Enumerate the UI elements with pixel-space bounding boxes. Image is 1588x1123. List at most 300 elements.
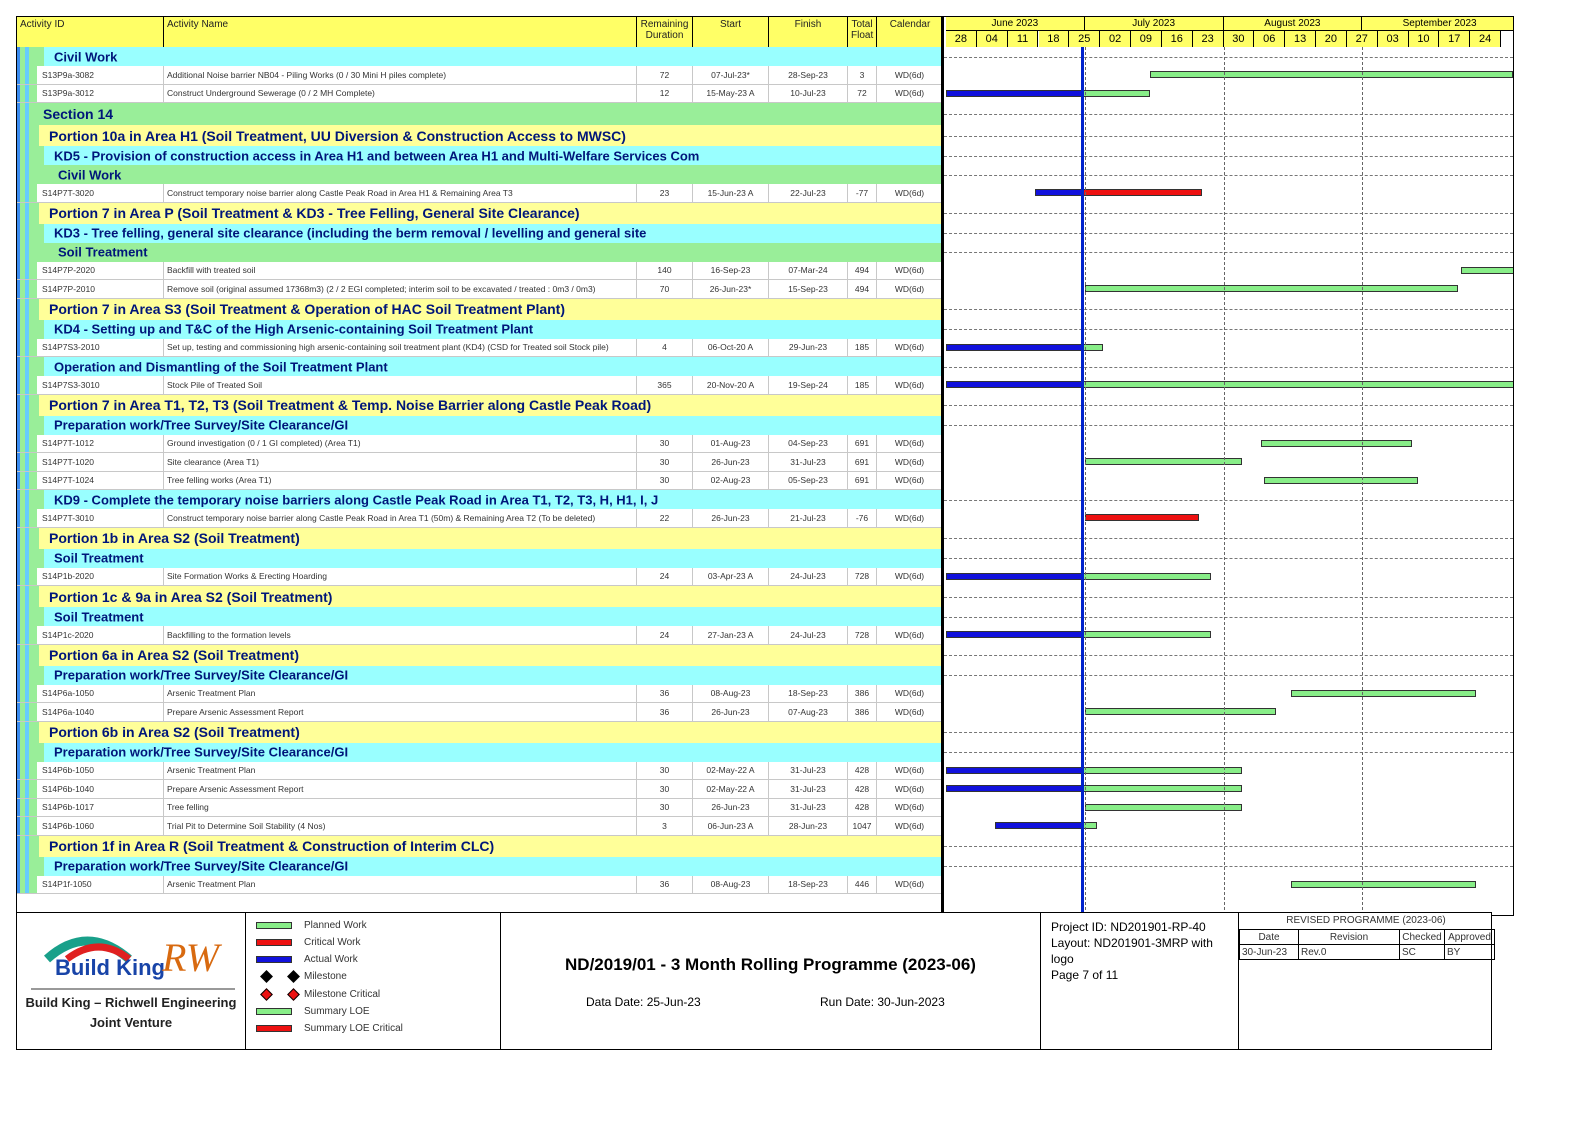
gantt-row-separator — [944, 213, 1513, 214]
wbs-indent-stripe — [17, 262, 37, 280]
finish-date-cell: 19-Sep-24 — [769, 376, 848, 394]
gantt-row-separator — [944, 752, 1513, 753]
wbs-indent-stripe — [17, 490, 44, 509]
wbs-indent-stripe — [17, 357, 44, 376]
wbs-indent-stripe — [17, 666, 44, 685]
logo-brand: Build King — [55, 955, 165, 980]
planned-work-bar[interactable] — [1082, 631, 1212, 638]
wbs-band-label: KD9 - Complete the temporary noise barriers along Castle Peak Road in Area T1, T2, T3, H, H1, I, J — [54, 492, 659, 507]
calendar-cell: WD(6d) — [877, 703, 942, 721]
wbs-band[interactable] — [17, 395, 941, 416]
actual-work-bar[interactable] — [946, 573, 1082, 580]
remaining-duration-cell: 12 — [637, 85, 693, 103]
activity-id-cell: S14P6a-1040 — [39, 703, 164, 721]
planned-work-bar[interactable] — [1291, 881, 1476, 888]
wbs-band[interactable] — [17, 416, 941, 435]
activity-id-cell: S14P7P-2010 — [39, 280, 164, 298]
month-gridline — [1224, 47, 1225, 915]
wbs-indent-stripe — [17, 66, 37, 84]
total-float-cell: 728 — [848, 568, 877, 586]
activity-id-cell: S14P7S3-3010 — [39, 376, 164, 394]
actual-work-bar[interactable] — [995, 822, 1081, 829]
wbs-indent-stripe — [17, 280, 37, 298]
activity-row[interactable] — [17, 376, 941, 395]
wbs-indent-stripe — [17, 125, 39, 146]
activity-name-cell: Remove soil (original assumed 17368m3) (2 / 2 EGI completed; interim soil to be excavated / treated : 0m3 / 0m3) — [164, 280, 637, 298]
wbs-band-label: Preparation work/Tree Survey/Site Clearance/GI — [54, 858, 349, 874]
logo-jv-line1: Build King – Richwell Engineering — [25, 995, 237, 1010]
total-float-cell: 185 — [848, 376, 877, 394]
finish-date-cell: 18-Sep-23 — [769, 876, 848, 894]
planned-work-bar[interactable] — [1261, 440, 1412, 447]
wbs-band-label: Portion 1b in Area S2 (Soil Treatment) — [49, 530, 300, 546]
total-float-cell: 691 — [848, 472, 877, 490]
wbs-band-label: Portion 1f in Area R (Soil Treatment & Construction of Interim CLC) — [49, 838, 495, 854]
finish-date-cell: 28-Sep-23 — [769, 66, 848, 84]
calendar-cell: WD(6d) — [877, 85, 942, 103]
activity-row[interactable] — [17, 85, 941, 104]
wbs-band[interactable] — [17, 857, 941, 876]
finish-date-cell: 05-Sep-23 — [769, 472, 848, 490]
wbs-band[interactable] — [17, 836, 941, 857]
activity-row[interactable] — [17, 568, 941, 587]
wbs-indent-stripe — [17, 743, 44, 762]
activity-row[interactable] — [17, 339, 941, 358]
wbs-indent-stripe — [17, 876, 37, 894]
start-date-cell: 15-May-23 A — [693, 85, 769, 103]
gantt-row-separator — [944, 675, 1513, 676]
calendar-cell: WD(6d) — [877, 435, 942, 453]
actual-work-bar[interactable] — [946, 381, 1082, 388]
timescale-week: 06 — [1254, 31, 1285, 47]
finish-date-cell: 15-Sep-23 — [769, 280, 848, 298]
actual-work-bar[interactable] — [946, 344, 1082, 351]
start-date-cell: 20-Nov-20 A — [693, 376, 769, 394]
wbs-band-label: Soil Treatment — [54, 609, 144, 624]
activity-table — [16, 16, 942, 916]
wbs-indent-stripe — [17, 857, 44, 876]
timescale-week: 13 — [1285, 31, 1316, 47]
start-date-cell: 08-Aug-23 — [693, 685, 769, 703]
start-date-cell: 15-Jun-23 A — [693, 184, 769, 202]
legend-item — [256, 969, 347, 985]
wbs-indent-stripe — [17, 472, 37, 490]
wbs-band[interactable] — [17, 320, 941, 339]
wbs-band[interactable] — [17, 47, 941, 66]
start-date-cell: 08-Aug-23 — [693, 876, 769, 894]
wbs-band[interactable] — [17, 146, 941, 165]
wbs-band-label: Soil Treatment — [58, 244, 148, 260]
timescale-week: 23 — [1193, 31, 1224, 47]
finish-date-cell: 21-Jul-23 — [769, 509, 848, 527]
finish-date-cell: 28-Jun-23 — [769, 817, 848, 835]
programme-title: ND/2019/01 - 3 Month Rolling Programme (2023-06) — [565, 955, 976, 974]
activity-id-cell: S14P7T-3020 — [39, 184, 164, 202]
legend-box — [246, 913, 501, 1049]
legend-item — [256, 1021, 403, 1037]
remaining-duration-cell: 24 — [637, 568, 693, 586]
activity-name-cell: Site clearance (Area T1) — [164, 453, 637, 471]
critical-work-bar[interactable] — [1085, 514, 1199, 521]
table-header — [17, 17, 941, 48]
col-finish[interactable]: Finish — [769, 17, 848, 47]
activity-row[interactable] — [17, 184, 941, 203]
start-date-cell: 06-Jun-23 A — [693, 817, 769, 835]
planned-work-bar[interactable] — [1082, 767, 1242, 774]
calendar-cell: WD(6d) — [877, 280, 942, 298]
revision-rev: Rev.0 — [1299, 945, 1400, 960]
total-float-cell: 691 — [848, 435, 877, 453]
wbs-indent-stripe — [17, 47, 44, 66]
planned-work-bar[interactable] — [1085, 708, 1276, 715]
finish-date-cell: 31-Jul-23 — [769, 780, 848, 798]
gantt-row-separator — [944, 538, 1513, 539]
wbs-band[interactable] — [17, 103, 941, 125]
calendar-cell: WD(6d) — [877, 472, 942, 490]
wbs-band[interactable] — [17, 357, 941, 376]
finish-date-cell: 29-Jun-23 — [769, 339, 848, 357]
start-date-cell: 02-May-22 A — [693, 762, 769, 780]
planned-work-bar[interactable] — [1082, 90, 1150, 97]
revision-header-date: Date — [1240, 930, 1299, 945]
revision-header-checked: Checked — [1400, 930, 1445, 945]
activity-row[interactable] — [17, 876, 941, 895]
activity-name-cell: Arsenic Treatment Plan — [164, 762, 637, 780]
wbs-band-label: Portion 6a in Area S2 (Soil Treatment) — [49, 647, 299, 663]
start-date-cell: 02-May-22 A — [693, 780, 769, 798]
wbs-band-label: Portion 6b in Area S2 (Soil Treatment) — [49, 724, 300, 740]
start-date-cell: 03-Apr-23 A — [693, 568, 769, 586]
finish-date-cell: 31-Jul-23 — [769, 799, 848, 817]
wbs-band-label: Soil Treatment — [54, 550, 144, 566]
actual-work-bar[interactable] — [946, 90, 1082, 97]
calendar-cell: WD(6d) — [877, 817, 942, 835]
revision-title: REVISED PROGRAMME (2023-06) — [1286, 915, 1446, 926]
logo-mark: RW — [162, 935, 220, 980]
legend-swatch — [256, 922, 292, 929]
remaining-duration-cell: 72 — [637, 66, 693, 84]
wbs-band[interactable] — [17, 165, 941, 184]
start-date-cell: 26-Jun-23 — [693, 453, 769, 471]
col-calendar[interactable]: Calendar — [889, 19, 931, 30]
data-date-line — [1081, 47, 1084, 915]
remaining-duration-cell: 23 — [637, 184, 693, 202]
wbs-band-label: Civil Work — [54, 49, 118, 64]
wbs-indent-stripe — [17, 376, 37, 394]
wbs-band[interactable] — [17, 743, 941, 762]
finish-date-cell: 18-Sep-23 — [769, 685, 848, 703]
gantt-row-separator — [944, 405, 1513, 406]
data-date: Data Date: 25-Jun-23 — [586, 995, 701, 1009]
timescale-week: 09 — [1131, 31, 1162, 47]
wbs-band-label: Portion 7 in Area S3 (Soil Treatment & Operation of HAC Soil Treatment Plant) — [49, 301, 566, 317]
wbs-indent-stripe — [17, 586, 39, 607]
wbs-indent-stripe — [17, 203, 39, 224]
legend-item — [256, 917, 367, 933]
wbs-indent-stripe — [17, 780, 37, 798]
revision-checked: SC — [1400, 945, 1445, 960]
activity-name-cell: Tree felling works (Area T1) — [164, 472, 637, 490]
remaining-duration-cell: 36 — [637, 876, 693, 894]
activity-row[interactable] — [17, 453, 941, 472]
gantt-row-separator — [944, 329, 1513, 330]
wbs-indent-stripe — [17, 165, 48, 184]
wbs-indent-stripe — [17, 836, 39, 857]
activity-row[interactable] — [17, 817, 941, 836]
revision-box — [1239, 913, 1493, 1049]
activity-row[interactable] — [17, 435, 941, 454]
total-float-cell: 494 — [848, 280, 877, 298]
wbs-band[interactable] — [17, 125, 941, 146]
page-number: Page 7 of 11 — [1051, 968, 1119, 982]
remaining-duration-cell: 36 — [637, 685, 693, 703]
activity-row[interactable] — [17, 262, 941, 281]
activity-name-cell: Stock Pile of Treated Soil — [164, 376, 637, 394]
wbs-band[interactable] — [17, 607, 941, 626]
calendar-cell: WD(6d) — [877, 626, 942, 644]
wbs-band[interactable] — [17, 666, 941, 685]
legend-swatch — [256, 1008, 292, 1015]
wbs-band[interactable] — [17, 299, 941, 320]
activity-id-cell: S14P7T-1020 — [39, 453, 164, 471]
timescale-week: 25 — [1069, 31, 1100, 47]
planned-work-bar[interactable] — [1082, 573, 1212, 580]
milestone-icon — [256, 972, 304, 981]
wbs-band-label: Preparation work/Tree Survey/Site Clearance/GI — [54, 667, 349, 683]
gantt-row-separator — [944, 846, 1513, 847]
wbs-indent-stripe — [17, 224, 44, 243]
legend-item — [256, 934, 360, 950]
wbs-indent-stripe — [17, 549, 44, 568]
wbs-band[interactable] — [17, 549, 941, 568]
remaining-duration-cell: 30 — [637, 762, 693, 780]
activity-row[interactable] — [17, 685, 941, 704]
month-gridline — [1362, 47, 1363, 915]
timescale-week: 30 — [1224, 31, 1255, 47]
actual-work-bar[interactable] — [946, 631, 1082, 638]
wbs-indent-stripe — [17, 184, 37, 202]
wbs-indent-stripe — [17, 103, 33, 125]
activity-row[interactable] — [17, 799, 941, 818]
col-activity-name[interactable]: Activity Name — [164, 17, 637, 47]
calendar-cell: WD(6d) — [877, 799, 942, 817]
footer-panel — [16, 912, 1492, 1050]
total-float-cell: -76 — [848, 509, 877, 527]
revision-header-revision: Revision — [1299, 930, 1400, 945]
start-date-cell: 26-Jun-23 — [693, 799, 769, 817]
timescale-week: 18 — [1039, 31, 1070, 47]
planned-work-bar[interactable] — [1150, 71, 1514, 78]
wbs-band[interactable] — [17, 203, 941, 224]
gantt-row-separator — [944, 732, 1513, 733]
legend-item — [256, 952, 358, 968]
gantt-row-separator — [944, 866, 1513, 867]
wbs-band[interactable] — [17, 722, 941, 743]
wbs-band-label: Preparation work/Tree Survey/Site Clearance/GI — [54, 417, 349, 433]
total-float-cell: 72 — [848, 85, 877, 103]
wbs-indent-stripe — [17, 626, 37, 644]
wbs-band[interactable] — [17, 243, 941, 262]
planned-work-bar[interactable] — [1085, 804, 1242, 811]
finish-date-cell: 24-Jul-23 — [769, 626, 848, 644]
wbs-indent-stripe — [17, 568, 37, 586]
activity-row[interactable] — [17, 762, 941, 781]
activity-row[interactable] — [17, 780, 941, 799]
planned-work-bar[interactable] — [1082, 381, 1514, 388]
revision-header-approved: Approved — [1445, 930, 1495, 945]
wbs-indent-stripe — [17, 817, 37, 835]
start-date-cell: 16-Sep-23 — [693, 262, 769, 280]
gantt-row-separator — [944, 136, 1513, 137]
activity-id-cell: S14P7T-3010 — [39, 509, 164, 527]
total-float-cell: -77 — [848, 184, 877, 202]
activity-name-cell: Construct Underground Sewerage (0 / 2 MH Complete) — [164, 85, 637, 103]
wbs-band-label: Portion 1c & 9a in Area S2 (Soil Treatment) — [49, 588, 333, 605]
total-float-cell: 446 — [848, 876, 877, 894]
finish-date-cell: 07-Aug-23 — [769, 703, 848, 721]
col-start[interactable]: Start — [693, 17, 769, 47]
remaining-duration-cell: 70 — [637, 280, 693, 298]
wbs-band[interactable] — [17, 586, 941, 607]
timescale-week: 17 — [1439, 31, 1470, 47]
gantt-row-separator — [944, 597, 1513, 598]
actual-work-bar[interactable] — [1035, 189, 1081, 196]
legend-swatch — [256, 939, 292, 946]
gantt-row-separator — [944, 309, 1513, 310]
total-float-cell: 428 — [848, 762, 877, 780]
actual-work-bar[interactable] — [946, 785, 1082, 792]
activity-id-cell: S14P1f-1050 — [39, 876, 164, 894]
activity-name-cell: Backfilling to the formation levels — [164, 626, 637, 644]
calendar-cell: WD(6d) — [877, 376, 942, 394]
col-remaining-duration[interactable]: Remaining Duration — [637, 17, 693, 47]
start-date-cell: 26-Jun-23* — [693, 280, 769, 298]
wbs-indent-stripe — [17, 722, 39, 743]
activity-id-cell: S14P6b-1017 — [39, 799, 164, 817]
wbs-indent-stripe — [17, 320, 44, 339]
activity-id-cell: S13P9a-3012 — [39, 85, 164, 103]
timescale-week: 02 — [1100, 31, 1131, 47]
activity-id-cell: S14P1c-2020 — [39, 626, 164, 644]
remaining-duration-cell: 30 — [637, 453, 693, 471]
total-float-cell: 3 — [848, 66, 877, 84]
col-activity-id[interactable]: Activity ID — [17, 17, 164, 47]
total-float-cell: 386 — [848, 703, 877, 721]
critical-work-bar[interactable] — [1082, 189, 1202, 196]
legend-item — [256, 986, 380, 1002]
start-date-cell: 02-Aug-23 — [693, 472, 769, 490]
activity-row[interactable] — [17, 626, 941, 645]
activity-name-cell: Arsenic Treatment Plan — [164, 876, 637, 894]
remaining-duration-cell: 36 — [637, 703, 693, 721]
timescale-week: 20 — [1316, 31, 1347, 47]
timescale-month: August 2023 — [1224, 17, 1363, 31]
activity-row[interactable] — [17, 472, 941, 491]
wbs-band[interactable] — [17, 224, 941, 243]
timescale-week: 03 — [1378, 31, 1409, 47]
activity-row[interactable] — [17, 280, 941, 299]
wbs-indent-stripe — [17, 703, 37, 721]
activity-row[interactable] — [17, 509, 941, 528]
finish-date-cell: 22-Jul-23 — [769, 184, 848, 202]
wbs-band[interactable] — [17, 528, 941, 549]
activity-row[interactable] — [17, 66, 941, 85]
total-float-cell: 185 — [848, 339, 877, 357]
wbs-band-label: KD5 - Provision of construction access in Area H1 and between Area H1 and Multi-Welfare Services Com — [54, 148, 700, 163]
activity-id-cell: S14P1b-2020 — [39, 568, 164, 586]
timescale-month: June 2023 — [946, 17, 1085, 31]
remaining-duration-cell: 24 — [637, 626, 693, 644]
legend-item — [256, 1004, 370, 1020]
gantt-row-separator — [944, 617, 1513, 618]
timescale-week: 11 — [1008, 31, 1039, 47]
wbs-indent-stripe — [17, 685, 37, 703]
activity-name-cell: Arsenic Treatment Plan — [164, 685, 637, 703]
activity-name-cell: Ground investigation (0 / 1 GI completed) (Area T1) — [164, 435, 637, 453]
calendar-cell: WD(6d) — [877, 453, 942, 471]
gantt-chart — [942, 16, 1514, 916]
planned-work-bar[interactable] — [1291, 690, 1476, 697]
wbs-indent-stripe — [17, 416, 44, 435]
calendar-cell: WD(6d) — [877, 762, 942, 780]
gantt-row-separator — [944, 367, 1513, 368]
wbs-band[interactable] — [17, 645, 941, 666]
wbs-indent-stripe — [17, 528, 39, 549]
revision-date: 30-Jun-23 — [1240, 945, 1299, 960]
month-gridline — [1085, 47, 1086, 915]
activity-row[interactable] — [17, 703, 941, 722]
calendar-cell: WD(6d) — [877, 568, 942, 586]
schedule-sheet — [16, 16, 1514, 1074]
calendar-cell: WD(6d) — [877, 876, 942, 894]
activity-id-cell: S13P9a-3082 — [39, 66, 164, 84]
finish-date-cell: 10-Jul-23 — [769, 85, 848, 103]
actual-work-bar[interactable] — [946, 767, 1082, 774]
wbs-band[interactable] — [17, 490, 941, 509]
timescale-week: 28 — [946, 31, 977, 47]
build-king-logo — [17, 913, 246, 1049]
wbs-indent-stripe — [17, 299, 39, 320]
project-layout: Layout: ND201901-3MRP with logo — [1051, 936, 1213, 966]
finish-date-cell: 31-Jul-23 — [769, 762, 848, 780]
planned-work-bar[interactable] — [1085, 458, 1242, 465]
legend-label: Milestone — [304, 971, 347, 983]
logo-jv-line2: Joint Venture — [89, 1015, 173, 1030]
total-float-cell: 386 — [848, 685, 877, 703]
wbs-indent-stripe — [17, 645, 39, 666]
total-float-cell: 691 — [848, 453, 877, 471]
remaining-duration-cell: 22 — [637, 509, 693, 527]
calendar-cell: WD(6d) — [877, 339, 942, 357]
planned-work-bar[interactable] — [1082, 785, 1242, 792]
activity-id-cell: S14P7S3-2010 — [39, 339, 164, 357]
legend-label: Summary LOE Critical — [304, 1023, 403, 1035]
wbs-indent-stripe — [17, 339, 37, 357]
gantt-row-separator — [944, 558, 1513, 559]
planned-work-bar[interactable] — [1085, 285, 1458, 292]
col-total-float[interactable]: Total Float — [848, 17, 877, 47]
wbs-indent-stripe — [17, 435, 37, 453]
planned-work-bar[interactable] — [1461, 267, 1514, 274]
wbs-indent-stripe — [17, 453, 37, 471]
finish-date-cell: 24-Jul-23 — [769, 568, 848, 586]
activity-name-cell: Set up, testing and commissioning high arsenic-containing soil treatment plant (KD4) (CSD for Treated soil Stock pile) — [164, 339, 637, 357]
planned-work-bar[interactable] — [1264, 477, 1418, 484]
legend-label: Planned Work — [304, 919, 367, 931]
run-date: Run Date: 30-Jun-2023 — [820, 995, 945, 1009]
remaining-duration-cell: 30 — [637, 799, 693, 817]
remaining-duration-cell: 365 — [637, 376, 693, 394]
